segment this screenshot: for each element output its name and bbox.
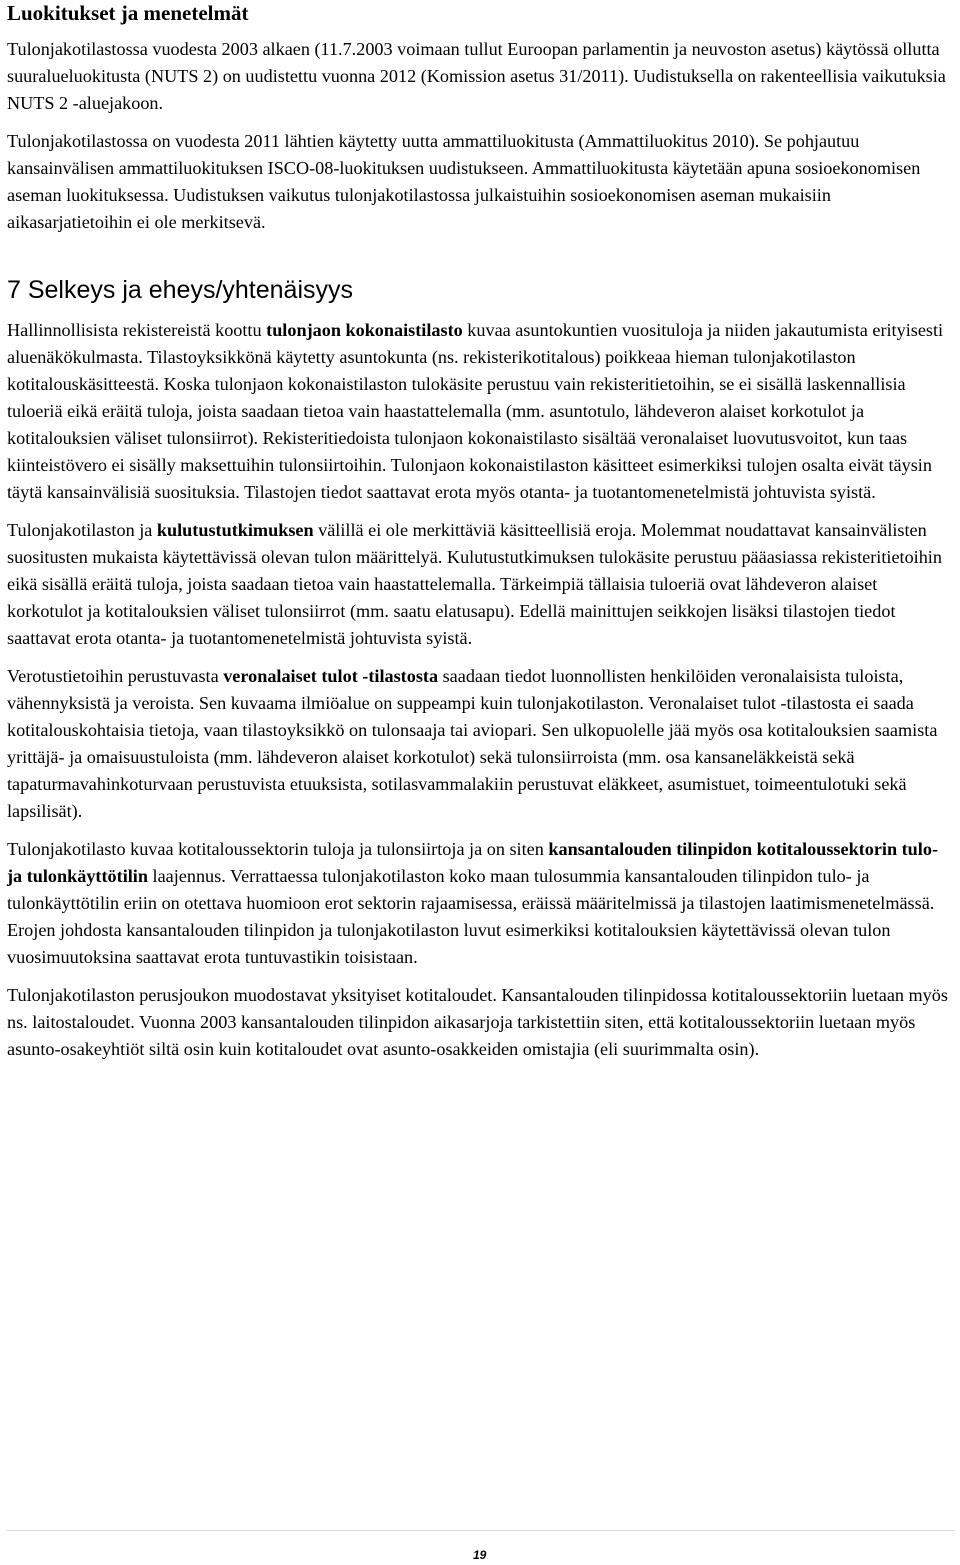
paragraph-text: Verotustietoihin perustuvasta [7, 666, 224, 686]
section-title-clarity-coherence: 7 Selkeys ja eheys/yhtenäisyys [7, 276, 354, 304]
paragraph-text: Tulonjakotilasto kuvaa kotitaloussektorin tuloja ja tulonsiirtoja ja on siten [7, 839, 549, 859]
section-heading-classifications: Luokitukset ja menetelmät [7, 1, 249, 25]
paragraph-total-statistics [7, 317, 957, 506]
paragraph-consumption-survey [7, 517, 957, 652]
paragraph-occupation-classification: Tulonjakotilastossa on vuodesta 2011 lähtien käytetty uutta ammattiluokitusta (Ammattiluokitus 2010). Se pohjautuu kansainvälisen ammattiluokituksen ISCO-08-luokituksen uudistukseen. Ammattiluokitusta käytetään apuna sosioekonomisen aseman luokituksessa. Uudistuksen vaikutus tulonjakotilastossa julkaistuihin sosioekonomisen aseman mukaisiin aikasarjatietoihin ei ole merkitsevä. [7, 131, 921, 232]
paragraph-text: Hallinnollisista rekistereistä koottu [7, 320, 267, 340]
emphasis-term: kansantalouden tilinpidon kotitaloussektorin tulo- ja tulonkäyttötilin [7, 839, 939, 886]
paragraph-nuts-classification: Tulonjakotilastossa vuodesta 2003 alkaen (11.7.2003 voimaan tullut Euroopan parlamentin ja neuvoston asetus) käytössä ollutta suuralueluokitusta (NUTS 2) on uudistettu vuonna 2012 (Komission asetus 31/2011). Uudistuksella on rakenteellisia vaikutuksia NUTS 2 -aluejakoon. [7, 39, 946, 113]
paragraph-national-accounts [7, 836, 957, 971]
paragraph-text: välillä ei ole merkittäviä käsitteellisiä eroja. Molemmat noudattavat kansainvälisten suositusten mukaista käytettävissä olevan tulon määrittelyä. Kulutustutkimuksen tulokäsite perustuu pääasiassa rekisteritietoihin eikä sisällä eräitä tuloja, joista saadaan tietoa vain haastattelemalla. Tärkeimpiä tällaisia tuloeriä ovat lähdeveron alaiset korkotulot ja kotitalouksien väliset tulonsiirrot (mm. saatu elatusapu). Edellä mainittujen seikkojen lisäksi tilastojen tiedot saattavat erota otanta- ja tuotantomenetelmistä johtuvista syistä. [7, 520, 942, 648]
emphasis-term: tulonjaon kokonaistilasto [266, 320, 463, 340]
paragraph-taxable-income [7, 663, 957, 825]
paragraph-text: Tulonjakotilaston ja [7, 520, 157, 540]
emphasis-term: veronalaiset tulot -tilastosta [223, 666, 439, 686]
paragraph-text: kuvaa asuntokuntien vuosituloja ja niiden jakautumista erityisesti aluenäkökulmasta. Tilastoyksikkönä käytetty asuntokunta (ns. rekisterikotitalous) poikkeaa hieman tulonjakotilaston kotitalouskäsitteestä. Koska tulonjaon kokonaistilaston tulokäsite perustuu vain rekisteritietoihin, se ei sisällä laskennallisia tuloeriä eikä eräitä tuloja, joista saadaan tietoa vain haastattelemalla (mm. asuntotulo, lähdeveron alaiset korkotulot ja kotitalouksien väliset tulonsiirrot). Rekisteritiedoista tulonjaon kokonaistilasto sisältää veronalaiset luovutusvoitot, kun taas kiinteistövero ei sisälly maksettuihin tulonsiirtoihin. Tulonjaon kokonaistilaston käsitteet esimerkiksi tulojen osalta eivät täysin täytä kansainvälisiä suosituksia. Tilastojen tiedot saattavat erota myös otanta- ja tuotantomenetelmistä johtuvista syistä. [7, 320, 944, 502]
emphasis-term: kulutustutkimuksen [156, 520, 314, 540]
paragraph-population: Tulonjakotilaston perusjoukon muodostavat yksityiset kotitaloudet. Kansantalouden tilinpidossa kotitaloussektoriin luetaan myös ns. laitostaloudet. Vuonna 2003 kansantalouden tilinpidon aikasarjoja tarkistettiin siten, että kotitaloussektoriin luetaan myös asunto-osakeyhtiöt siltä osin kuin kotitaloudet ovat asunto-osakkeiden omistajia (eli suurimmalta osin). [7, 985, 948, 1059]
paragraph-text: saadaan tiedot luonnollisten henkilöiden veronalaisista tuloista, vähennyksistä ja veroista. Sen kuvaama ilmiöalue on suppeampi kuin tulonjakotilaston. Veronalaiset tulot -tilastosta ei saada kotitalouskohtaisia tietoja, vaan tilastoyksikkö on tulonsaaja tai aviopari. Sen ulkopuolelle jää myös osa kotitalouksien saamista yrittäjä- ja omaisuustuloista (mm. lähdeveron alaiset korkotulot) sekä tulonsiirroista (mm. osa kansaneläkkeistä sekä tapaturmavahinkoturvaan perustuvista etuuksista, sotilasvammalakiin perustuvat eläkkeet, asumistuet, toimeentulotuki sekä lapsilisät). [7, 666, 938, 821]
document-page [7, 0, 957, 1063]
footer-divider [7, 1530, 955, 1531]
paragraph-text: laajennus. Verrattaessa tulonjakotilaston koko maan tulosummia kansantalouden tilinpidon tulo- ja tulonkäyttötilin eriin on otettava huomioon erot sektorin rajaamisessa, eräissä määritelmissä ja tilastojen laatimismenetelmässä. Erojen johdosta kansantalouden tilinpidon ja tulonjakotilaston luvut esimerkiksi kotitalouksien käytettävissä olevan tulon vuosimuutoksina saattavat erota tuntuvastikin toisistaan. [7, 866, 935, 967]
page-number: 19 [473, 1548, 487, 1562]
